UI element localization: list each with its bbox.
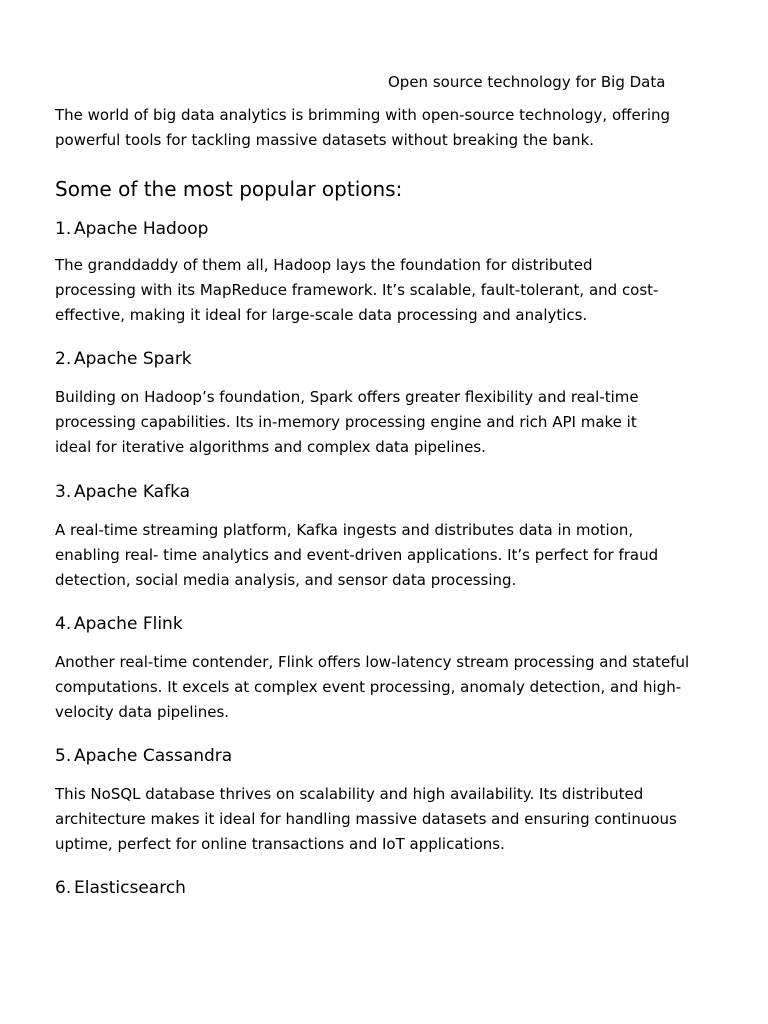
item-title	[55, 347, 725, 371]
item-description: The granddaddy of them all, Hadoop lays the foundation for distributed processing with its MapReduce framework. It’s scalable, fault-tolerant, and cost- effective, making it ideal for large-scale data processing and analytics.	[55, 256, 659, 324]
item-number: 6.	[55, 878, 72, 898]
item-label: Elasticsearch	[74, 878, 186, 898]
item-number: 1.	[55, 219, 72, 239]
item-title	[55, 612, 725, 636]
document-body	[55, 103, 725, 900]
item-label: Apache Spark	[74, 349, 192, 369]
item-title	[55, 744, 725, 768]
item-label: Apache Hadoop	[74, 219, 209, 239]
intro-paragraph: The world of big data analytics is brimming with open-source technology, offering powerful tools for tackling massive datasets without breaking the bank.	[55, 106, 671, 149]
item-label: Apache Kafka	[74, 482, 191, 502]
item-description: A real-time streaming platform, Kafka ingests and distributes data in motion, enabling real- time analytics and event-driven applications. It’s perfect for fraud detection, social media analysis, and sensor data processing.	[55, 521, 659, 589]
item-number: 2.	[55, 349, 72, 369]
item-label: Apache Cassandra	[74, 746, 233, 766]
item-title	[55, 217, 725, 241]
item-description: Another real-time contender, Flink offers low-latency stream processing and stateful computations. It excels at complex event processing, anomaly detection, and high- velocity data pipelines.	[55, 653, 690, 721]
list-item	[55, 612, 725, 725]
item-number: 5.	[55, 746, 72, 766]
item-description: This NoSQL database thrives on scalability and high availability. Its distributed architecture makes it ideal for handling massive datasets and ensuring continuous uptime, perfect for online transactions and IoT applications.	[55, 785, 677, 853]
item-number: 3.	[55, 482, 72, 502]
section-heading: Some of the most popular options:	[55, 177, 403, 201]
item-label: Apache Flink	[74, 614, 183, 634]
list-item	[55, 217, 725, 328]
item-title	[55, 876, 725, 900]
list-item	[55, 347, 725, 460]
item-description: Building on Hadoop’s foundation, Spark offers greater flexibility and real-time processing capabilities. Its in-memory processing engine and rich API make it ideal for iterative algorithms and complex data pipelines.	[55, 388, 639, 456]
list-item	[55, 876, 725, 900]
item-title	[55, 480, 725, 504]
list-item	[55, 744, 725, 857]
list-item	[55, 480, 725, 593]
options-list	[55, 217, 725, 900]
page-header-title: Open source technology for Big Data	[388, 73, 666, 91]
item-number: 4.	[55, 614, 72, 634]
